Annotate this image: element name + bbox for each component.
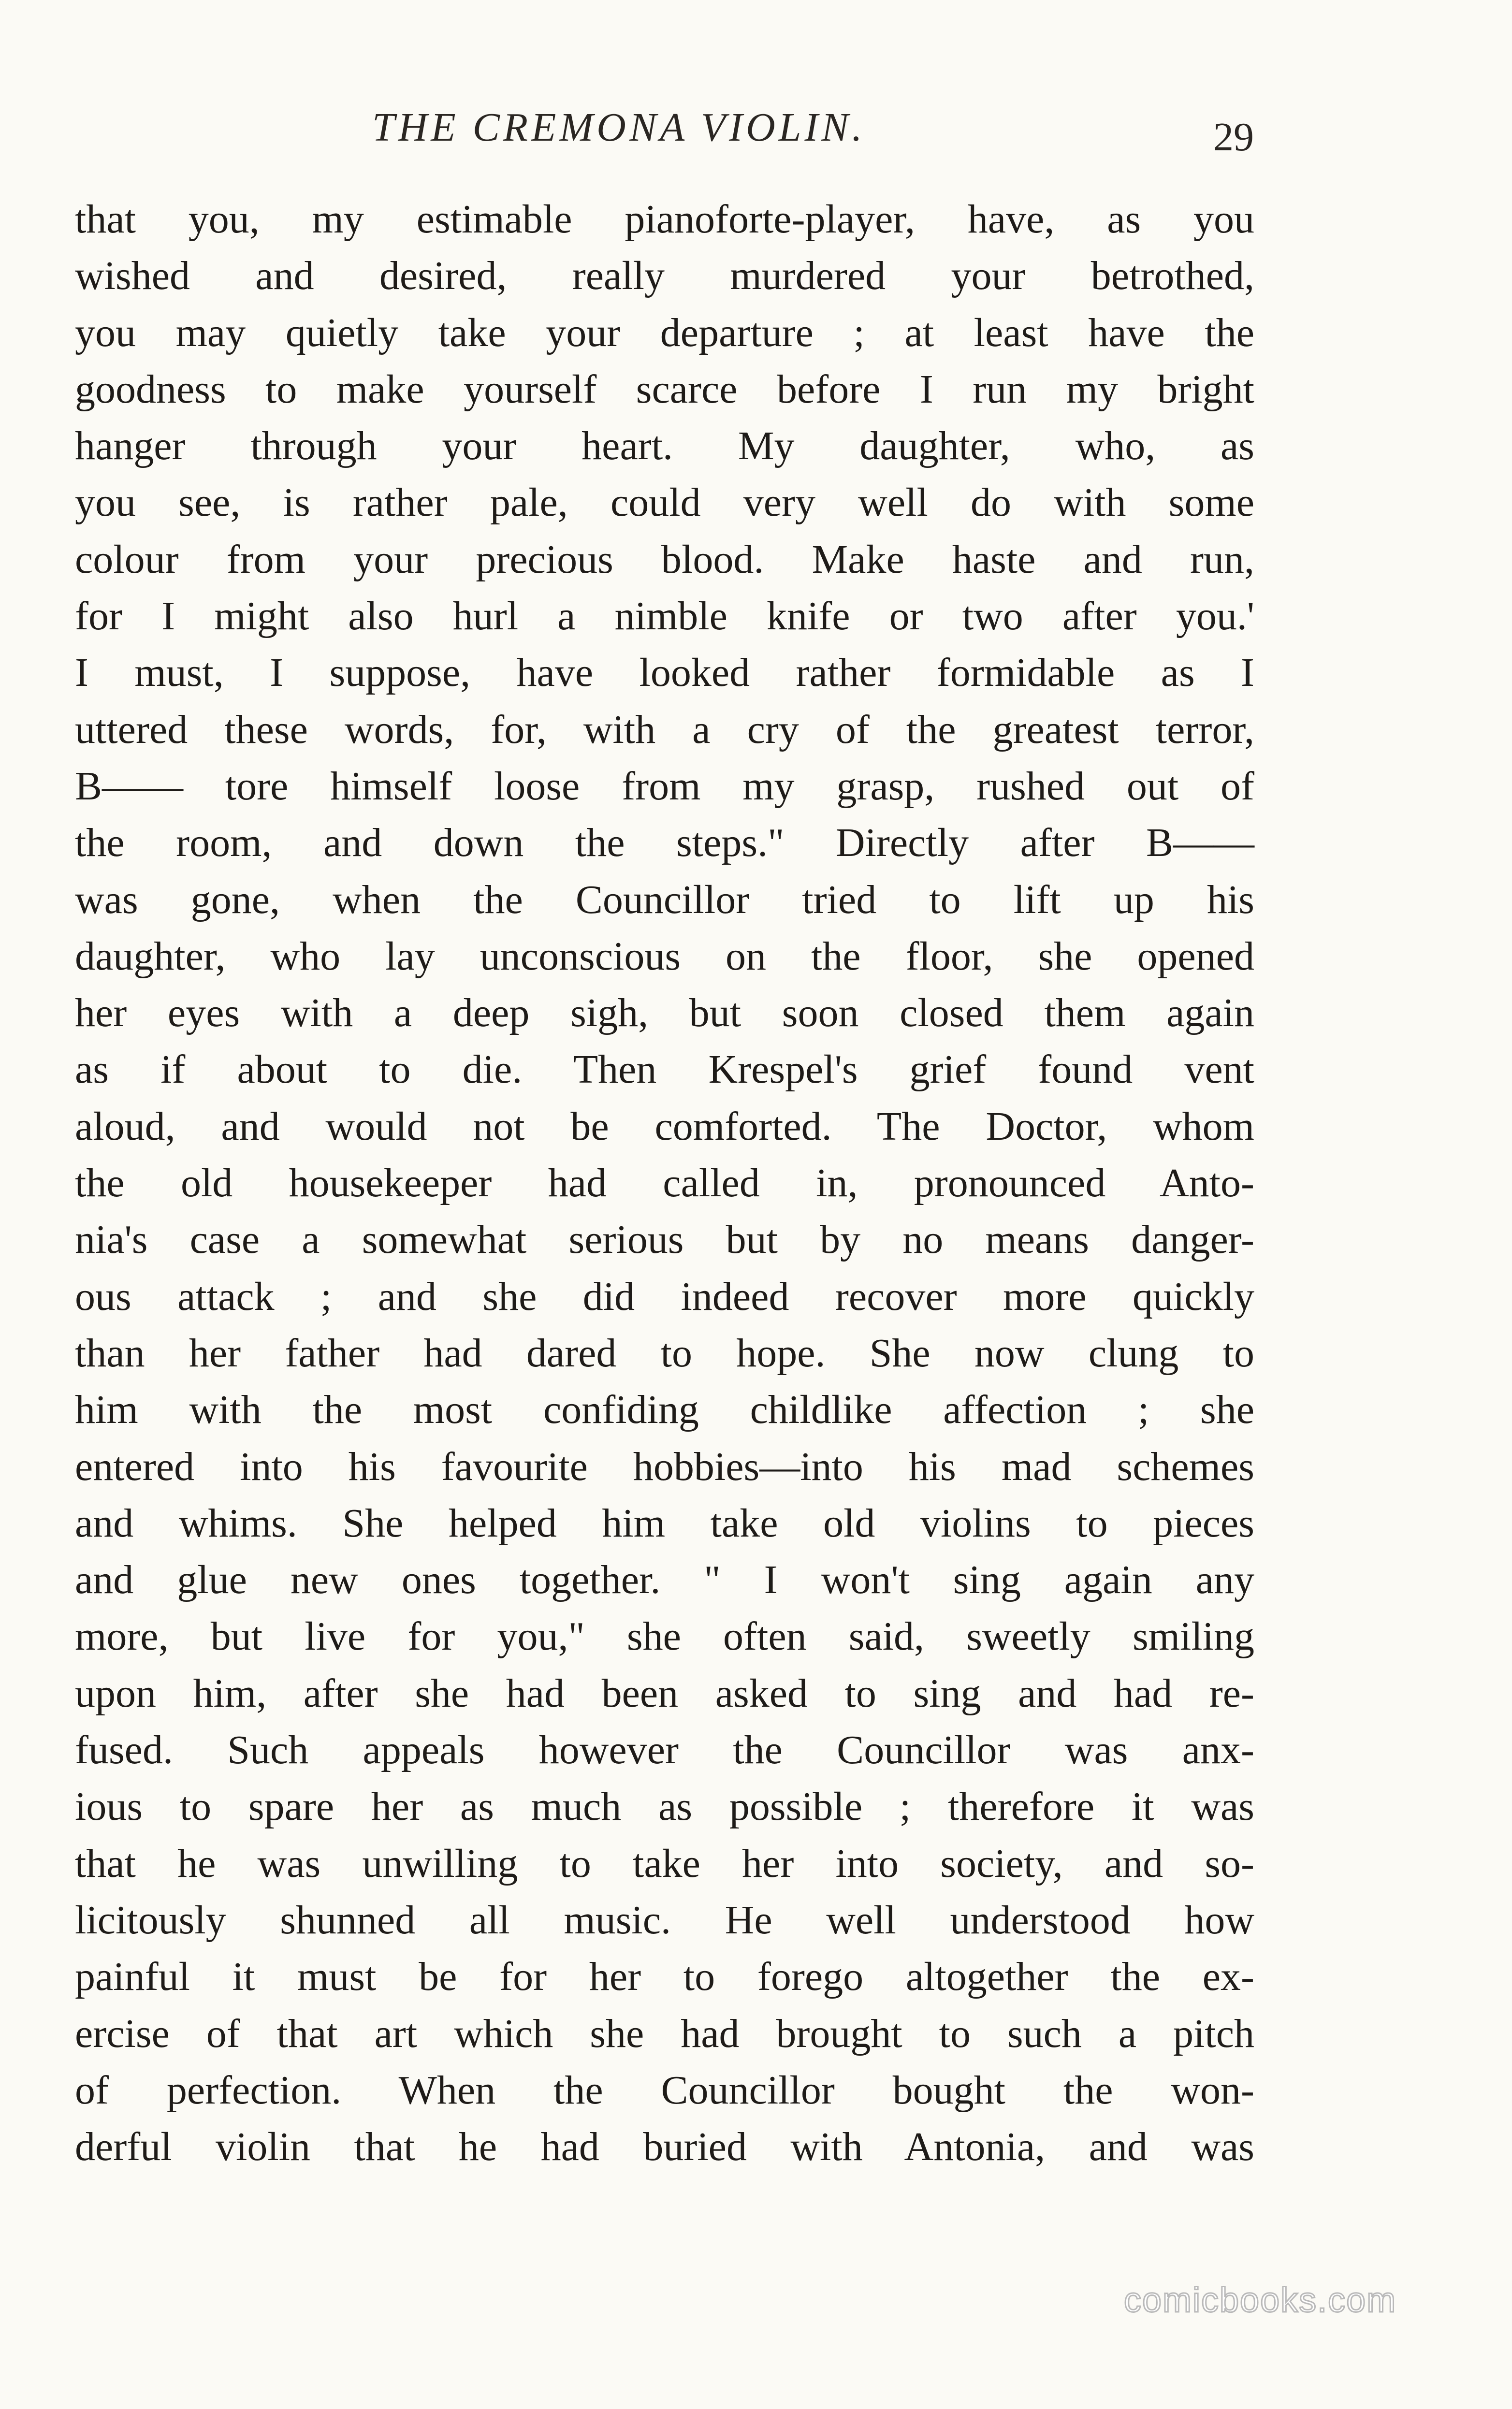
text-line: and glue new ones together. " I won't sing again any <box>75 1557 1254 1603</box>
body-text <box>75 191 1254 2175</box>
site-watermark: comicbooks.com <box>1124 2281 1397 2320</box>
text-line: that you, my estimable pianoforte-player, have, as you <box>75 197 1254 242</box>
text-line: daughter, who lay unconscious on the floor, she opened <box>75 933 1254 979</box>
text-line: I must, I suppose, have looked rather formidable as I <box>75 650 1254 696</box>
text-line: hanger through your heart. My daughter, who, as <box>75 423 1254 469</box>
text-line: you see, is rather pale, could very well do with some <box>75 480 1254 525</box>
text-line: wished and desired, really murdered your betrothed, <box>75 253 1254 299</box>
text-line: painful it must be for her to forego altogether the ex- <box>75 1954 1254 2000</box>
text-line: you may quietly take your departure ; at least have the <box>75 310 1254 355</box>
text-line: her eyes with a deep sigh, but soon closed them again <box>75 990 1254 1036</box>
text-line: ous attack ; and she did indeed recover more quickly <box>75 1274 1254 1319</box>
text-line: as if about to die. Then Krespel's grief found vent <box>75 1047 1254 1092</box>
text-line: ious to spare her as much as possible ; therefore it was <box>75 1784 1254 1829</box>
text-line: of perfection. When the Councillor bought the won- <box>75 2067 1254 2113</box>
text-line: colour from your precious blood. Make haste and run, <box>75 537 1254 582</box>
text-line: uttered these words, for, with a cry of the greatest terror, <box>75 707 1254 752</box>
text-line: nia's case a somewhat serious but by no means danger- <box>75 1217 1254 1263</box>
text-line: goodness to make yourself scarce before I run my bright <box>75 366 1254 412</box>
text-line: aloud, and would not be comforted. The Doctor, whom <box>75 1103 1254 1149</box>
text-line: derful violin that he had buried with Antonia, and was <box>75 2124 1254 2170</box>
text-line: for I might also hurl a nimble knife or two after you.' <box>75 594 1254 639</box>
text-line: that he was unwilling to take her into society, and so- <box>75 1841 1254 1886</box>
text-line: B—— tore himself loose from my grasp, rushed out of <box>75 763 1254 809</box>
text-line: him with the most confiding childlike affection ; she <box>75 1387 1254 1433</box>
text-line: and whims. She helped him take old violins to pieces <box>75 1500 1254 1546</box>
text-line: fused. Such appeals however the Councillor was anx- <box>75 1727 1254 1773</box>
text-line: than her father had dared to hope. She now clung to <box>75 1330 1254 1376</box>
page-number: 29 <box>1213 115 1254 160</box>
text-line: more, but live for you," she often said, sweetly smiling <box>75 1614 1254 1659</box>
text-line: the room, and down the steps." Directly after B—— <box>75 820 1254 866</box>
text-line: was gone, when the Councillor tried to lift up his <box>75 877 1254 922</box>
text-line: licitously shunned all music. He well understood how <box>75 1897 1254 1943</box>
text-line: the old housekeeper had called in, pronounced Anto- <box>75 1161 1254 1206</box>
running-head <box>0 104 1512 162</box>
text-line: entered into his favourite hobbies—into his mad schemes <box>75 1444 1254 1489</box>
running-title: THE CREMONA VIOLIN. <box>372 105 866 150</box>
text-line: ercise of that art which she had brought to such a pitch <box>75 2011 1254 2056</box>
text-line: upon him, after she had been asked to sing and had re- <box>75 1670 1254 1716</box>
